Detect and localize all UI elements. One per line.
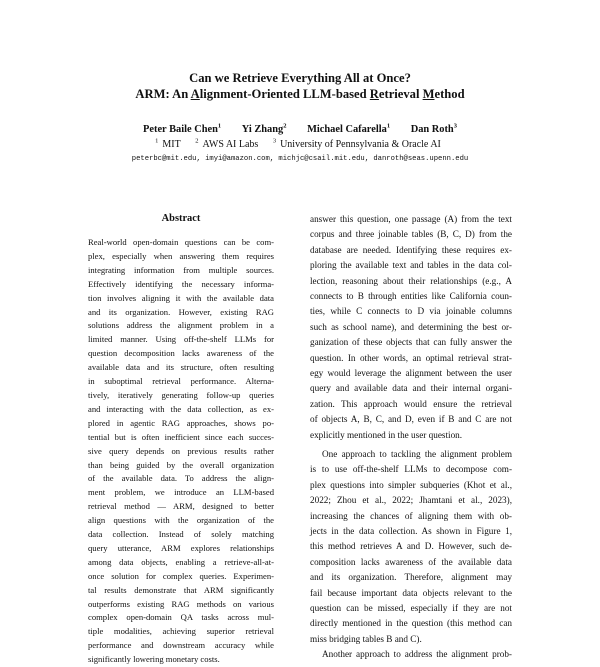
affil-mark: 2	[195, 137, 199, 145]
author-name: Michael Cafarella	[307, 124, 387, 135]
body-line: fail because important data objects relevant to the	[310, 587, 512, 598]
body-line: egy would leverage the alignment between the user	[310, 368, 512, 379]
abstract-line: performance and downstream accuracy while	[88, 640, 274, 651]
body-line: lection, reasoning about their relationships (e.g., A	[310, 275, 512, 286]
abstract-heading: Abstract	[161, 213, 201, 224]
affil-mark: 3	[272, 137, 277, 145]
abstract-line: plex, especially when answering them requires	[88, 250, 274, 261]
body-line: composition lacks awareness of the available data	[310, 556, 512, 567]
abstract-line: once solution for complex queries. Experimen-	[88, 570, 274, 581]
abstract-line: of the available data. To address the align-	[88, 473, 274, 484]
abstract-line: retrieval method — ARM, designed to better	[88, 501, 274, 512]
abstract-line: tively, iteratively generating follow-up queries	[88, 389, 274, 400]
affil-mark: 1	[155, 137, 159, 145]
author	[242, 124, 287, 135]
author-affil-mark: 1	[386, 122, 391, 130]
body-line: miss bridging tables B and C).	[310, 633, 422, 644]
abstract-line: and interacting with the data collection, as ex-	[88, 403, 274, 414]
author-list	[0, 124, 600, 135]
affiliation	[195, 139, 262, 150]
body-line: ploring the available text and tables in the data col-	[310, 260, 512, 271]
abstract-line: Effectively identifying the necessary informa-	[88, 278, 274, 289]
body-line: of objects A, B, C, and D, even if B and C are not	[310, 414, 512, 425]
abstract-line: significantly lowering monetary costs.	[88, 654, 220, 665]
author	[307, 124, 390, 135]
abstract-body	[88, 236, 274, 667]
author-name: Yi Zhang	[241, 124, 284, 135]
paper-title-line1: Can we Retrieve Everything All at Once?	[189, 71, 411, 85]
author-name: Peter Baile Chen	[143, 124, 218, 135]
body-line: database are needed. Identifying these requires ex-	[310, 244, 512, 255]
abstract-line: than being guided by the overall organization	[88, 459, 274, 470]
abstract-line: ment problem, we introduce an LLM-based	[88, 487, 274, 498]
body-line: this method retrieves A and D. However, such de-	[310, 541, 512, 552]
body-line: such as school name), and determining the best or-	[310, 321, 512, 332]
abstract-line: sive query depends on previous results rather	[88, 445, 274, 456]
body-line: and its organization. Therefore, alignment may	[310, 572, 512, 583]
body-line: ganization of these objects that can fully answer the	[310, 337, 512, 348]
affil-name: University of Pennsylvania & Oracle AI	[280, 139, 441, 150]
body-line: 2022; Zhou et al., 2022; Jhamtani et al., 2023),	[310, 495, 512, 506]
abstract-line: outperforms existing RAG methods on various	[88, 598, 274, 609]
body-line: question can be missed, especially if they are not	[310, 603, 512, 614]
body-line: directly mentioned in the question (this method can	[310, 618, 512, 629]
body-line: increasing the chances of aligning them with ob-	[310, 510, 512, 521]
body-line: answer this question, one passage (A) from the text	[310, 214, 512, 224]
body-line: plex questions into simpler subqueries (Khot et al.,	[310, 479, 512, 490]
author-emails: peterbc@mit.edu, imyi@amazon.com, michjc@csail.mit.edu, danroth@seas.upenn.edu	[131, 155, 469, 163]
body-line: question. In other words, an optimal retrieval strat-	[310, 352, 512, 363]
author-affil-mark: 1	[217, 122, 222, 130]
body-line: is to use off-the-shelf LLMs to decompose com-	[310, 464, 512, 475]
body-paragraph-2	[310, 447, 512, 663]
title-part: A	[190, 87, 200, 101]
abstract-line: among data objects, enabling a retrieve-all-at-	[88, 556, 274, 567]
abstract-line: data collection. Instead of solely matching	[88, 529, 274, 540]
affiliation	[155, 139, 185, 150]
author	[143, 124, 221, 135]
abstract-line: tal results demonstrate that ARM significantly	[88, 584, 274, 595]
body-line: corpus and three joinable tables (B, C, D) from the	[310, 229, 512, 240]
abstract-line: in suboptimal retrieval performance. Alterna-	[88, 376, 274, 387]
affil-name: MIT	[162, 139, 181, 150]
abstract-line: limited manner. Using off-the-shelf LLMs for	[88, 334, 274, 345]
abstract-line: question decomposition lacks awareness of the	[88, 348, 274, 359]
title-part: lignment-Oriented LLM-based	[199, 87, 370, 101]
body-line: jects in the data collection. As shown in Figure 1,	[310, 526, 512, 537]
body-line: One approach to tackling the alignment problem	[322, 449, 512, 459]
abstract-line: Real-world open-domain questions can be com-	[88, 237, 274, 247]
body-line: zation. This approach would ensure the retrieval	[310, 398, 512, 409]
body-line: Another approach to address the alignment prob-	[322, 649, 512, 660]
title-part: ARM: An	[135, 87, 191, 101]
title-part: etrieval	[378, 87, 423, 101]
author-name: Dan Roth	[410, 124, 454, 135]
abstract-line: available data and its structure, often resulting	[88, 362, 274, 373]
affiliation-list	[0, 139, 600, 150]
abstract-line: tion involves aligning it with the available data	[88, 292, 274, 303]
abstract-line: solutions address the alignment problem in a	[88, 320, 274, 331]
author-affil-mark: 2	[283, 122, 287, 130]
author-affil-mark: 3	[453, 122, 457, 130]
abstract-line: tiple modalities, achieving superior retrieval	[88, 626, 274, 637]
abstract-line: and its organization. However, existing RAG	[88, 306, 274, 317]
body-paragraph-1	[310, 212, 512, 443]
body-line: query and available data and their internal organi-	[310, 383, 512, 394]
body-line: connects to B through entities like California coun-	[310, 291, 512, 302]
abstract-line: tential but is often inefficient since each succes-	[88, 431, 274, 442]
paper-title-line2	[0, 86, 600, 102]
body-line: ties, while C connects to D via joinable columns	[310, 306, 512, 317]
body-line: explicitly mentioned in the user question.	[310, 429, 463, 440]
abstract-line: integrating information from multiple sources.	[88, 264, 274, 275]
affil-name: AWS AI Labs	[202, 139, 259, 150]
title-part: R	[369, 87, 379, 101]
abstract-line: align questions with the organization of the	[88, 515, 274, 526]
abstract-line: query utterance, ARM explores relationships	[88, 542, 274, 553]
title-part: ethod	[434, 87, 465, 101]
abstract-line: complex open-domain QA tasks across mul-	[88, 612, 274, 623]
abstract-line: plored in agentic RAG approaches, shows po-	[88, 417, 274, 428]
affiliation	[273, 139, 445, 150]
title-part: M	[422, 87, 435, 101]
author	[411, 124, 457, 135]
